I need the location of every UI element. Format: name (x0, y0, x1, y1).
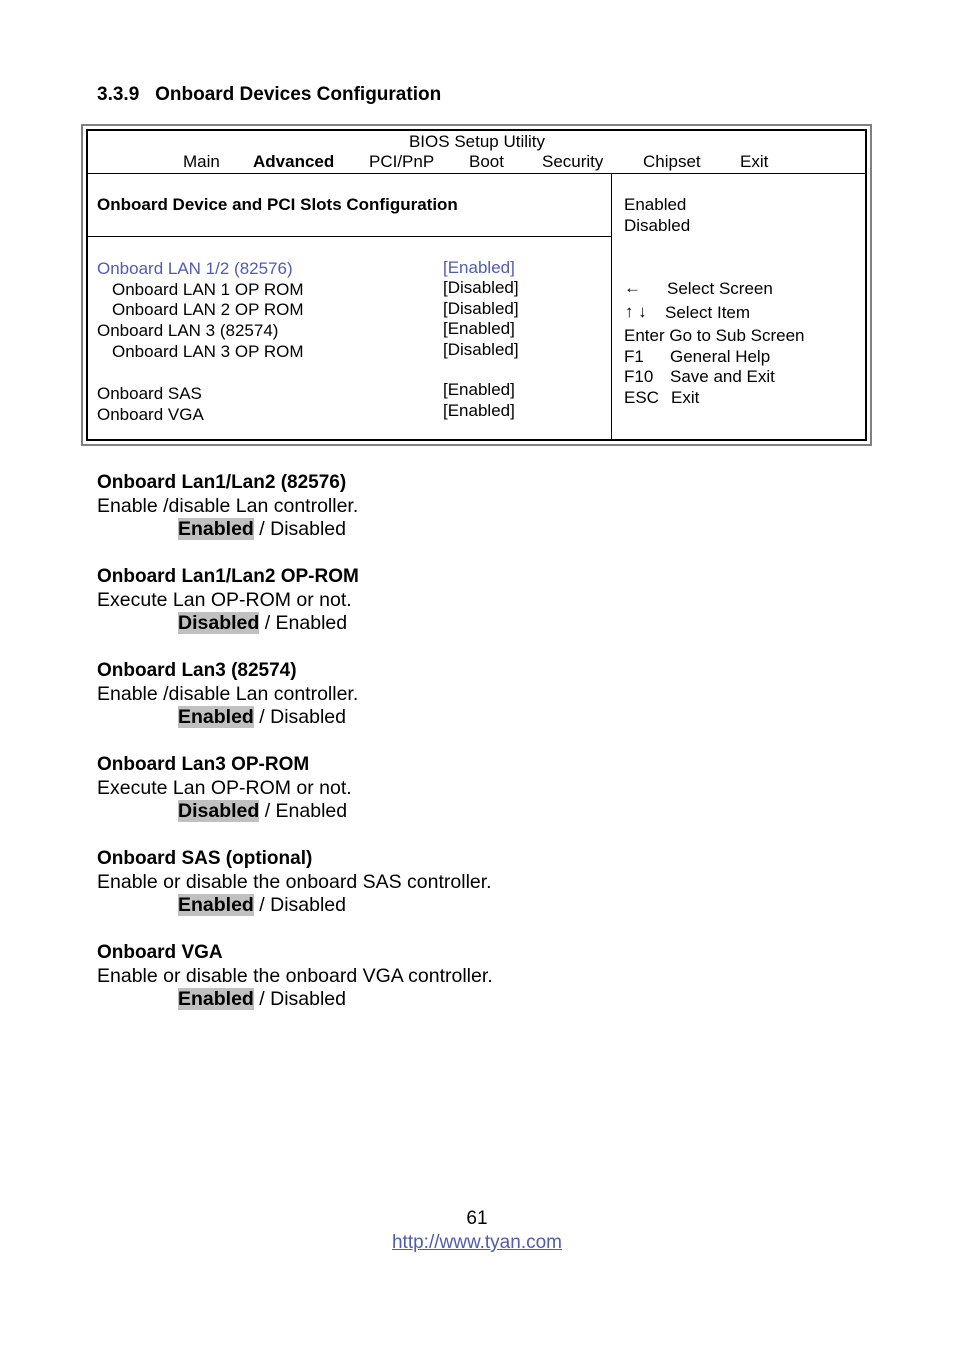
setting-label-lan3-oprom[interactable]: Onboard LAN 3 OP ROM (112, 342, 304, 361)
help-option-enabled: Enabled (624, 195, 687, 214)
setting-label-sas[interactable]: Onboard SAS (97, 384, 202, 403)
menu-boot[interactable]: Boot (469, 152, 504, 171)
setting-value-lan2-oprom[interactable]: [Disabled] (443, 299, 519, 318)
default-value-highlight: Enabled (178, 988, 254, 1010)
key-up-down-arrow-icon: ↑ ↓ (625, 302, 647, 321)
menu-advanced[interactable]: Advanced (253, 152, 335, 171)
desc-values (178, 894, 346, 917)
key-f10: F10 (624, 367, 654, 386)
key-f10-action: Save and Exit (670, 367, 775, 386)
setting-value-vga[interactable]: [Enabled] (443, 401, 515, 420)
desc-values (178, 518, 346, 541)
menu-main[interactable]: Main (183, 152, 220, 171)
other-values: / Disabled (253, 894, 346, 916)
menu-chipset[interactable]: Chipset (643, 152, 701, 171)
desc-text: Enable or disable the onboard VGA controller. (97, 965, 493, 987)
default-value-highlight: Disabled (178, 612, 260, 634)
desc-values (178, 988, 346, 1011)
setting-value-lan12[interactable]: [Enabled] (443, 258, 515, 277)
bios-header-divider (88, 173, 865, 174)
key-f1-action: General Help (670, 347, 771, 366)
key-enter-label: Enter (624, 326, 665, 345)
section-number: 3.3.9 (97, 84, 140, 105)
key-esc-action: Exit (671, 388, 700, 407)
key-esc: ESC (624, 388, 659, 407)
setting-label-vga[interactable]: Onboard VGA (97, 405, 204, 424)
desc-heading: Onboard Lan1/Lan2 OP-ROM (97, 566, 359, 587)
menu-security[interactable]: Security (542, 152, 604, 171)
desc-heading: Onboard VGA (97, 942, 223, 963)
desc-values (178, 706, 346, 729)
other-values: / Disabled (253, 518, 346, 540)
menu-pcipnp[interactable]: PCI/PnP (369, 152, 435, 171)
desc-text: Execute Lan OP-ROM or not. (97, 589, 352, 611)
bios-subtitle: Onboard Device and PCI Slots Configuration (97, 195, 458, 214)
default-value-highlight: Disabled (178, 800, 260, 822)
key-f1: F1 (624, 347, 644, 366)
desc-text: Enable /disable Lan controller. (97, 495, 359, 517)
default-value-highlight: Enabled (178, 518, 254, 540)
default-value-highlight: Enabled (178, 894, 254, 916)
section-title-text: Onboard Devices Configuration (155, 84, 442, 105)
setting-value-lan3-oprom[interactable]: [Disabled] (443, 340, 519, 359)
setting-value-sas[interactable]: [Enabled] (443, 380, 515, 399)
help-option-disabled: Disabled (624, 216, 691, 235)
desc-values (178, 800, 347, 823)
desc-values (178, 612, 347, 635)
other-values: / Enabled (259, 612, 348, 634)
footer-link[interactable]: http://www.tyan.com (391, 1232, 562, 1253)
setting-label-lan1-oprom[interactable]: Onboard LAN 1 OP ROM (112, 280, 304, 299)
setting-label-lan2-oprom[interactable]: Onboard LAN 2 OP ROM (112, 300, 304, 319)
other-values: / Disabled (253, 988, 346, 1010)
other-values: / Enabled (259, 800, 348, 822)
desc-heading: Onboard SAS (optional) (97, 848, 313, 869)
bios-title: BIOS Setup Utility (408, 132, 546, 151)
section-title (97, 84, 441, 106)
key-left-arrow-icon: ← (624, 278, 641, 297)
desc-heading: Onboard Lan3 OP-ROM (97, 754, 310, 775)
key-select-item: Select Item (665, 303, 751, 322)
desc-text: Execute Lan OP-ROM or not. (97, 777, 352, 799)
desc-text: Enable or disable the onboard SAS controller. (97, 871, 492, 893)
bios-subtitle-divider (88, 236, 611, 237)
setting-label-lan12[interactable]: Onboard LAN 1/2 (82576) (97, 259, 293, 278)
key-select-screen: Select Screen (667, 279, 773, 298)
bios-panel-divider (611, 174, 612, 439)
default-value-highlight: Enabled (178, 706, 254, 728)
key-enter (624, 326, 805, 346)
desc-heading: Onboard Lan1/Lan2 (82576) (97, 472, 347, 493)
menu-exit[interactable]: Exit (740, 152, 769, 171)
key-enter-action: Go to Sub Screen (669, 326, 805, 345)
setting-label-lan3[interactable]: Onboard LAN 3 (82574) (97, 321, 279, 340)
page-number: 61 (466, 1208, 488, 1229)
desc-heading: Onboard Lan3 (82574) (97, 660, 297, 681)
other-values: / Disabled (253, 706, 346, 728)
setting-value-lan3[interactable]: [Enabled] (443, 319, 515, 338)
setting-value-lan1-oprom[interactable]: [Disabled] (443, 278, 519, 297)
desc-text: Enable /disable Lan controller. (97, 683, 359, 705)
